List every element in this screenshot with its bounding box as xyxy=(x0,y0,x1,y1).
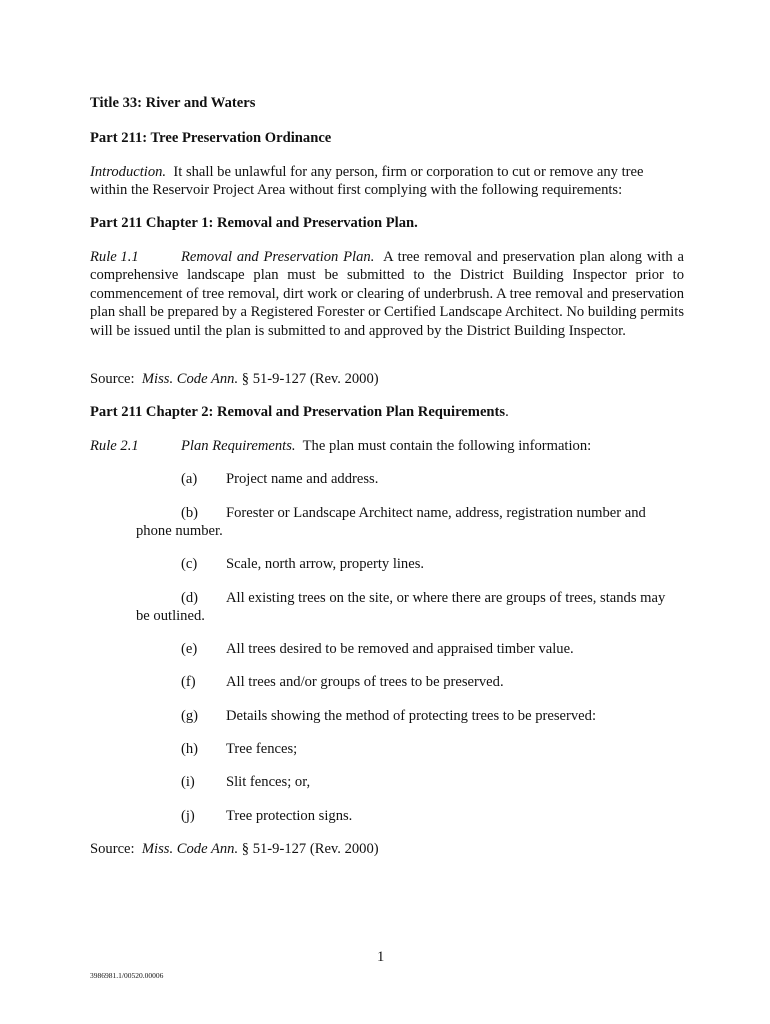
list-item xyxy=(136,773,696,791)
title-heading: Title 33: River and Waters xyxy=(90,95,256,111)
list-item xyxy=(136,673,696,691)
item-text: Forester or Landscape Architect name, address, registration number and phone number. xyxy=(136,505,646,540)
rule-1-1-title: Removal and Preservation Plan. xyxy=(181,249,375,265)
list-item xyxy=(136,807,696,825)
rule-2-1-paragraph xyxy=(90,437,690,455)
rule-2-1-number: Rule 2.1 xyxy=(90,438,139,454)
item-label: (h) xyxy=(181,741,199,757)
introduction-paragraph xyxy=(90,163,680,200)
source-rest: § 51-9-127 (Rev. 2000) xyxy=(241,371,379,387)
item-label: (f) xyxy=(181,674,196,690)
list-item xyxy=(136,740,696,758)
source-prefix: Source: xyxy=(90,841,135,857)
item-text: Details showing the method of protecting trees to be preserved: xyxy=(226,708,597,724)
chapter1-heading: Part 211 Chapter 1: Removal and Preservation Plan. xyxy=(90,215,418,231)
page-number: 1 xyxy=(377,949,385,965)
item-text: All trees desired to be removed and appraised timber value. xyxy=(226,641,574,657)
item-label: (g) xyxy=(181,708,199,724)
list-item xyxy=(136,504,676,541)
source-cite: Miss. Code Ann. xyxy=(141,841,239,857)
part-heading: Part 211: Tree Preservation Ordinance xyxy=(90,130,332,146)
rule-1-1-paragraph xyxy=(90,248,684,340)
item-text: Tree protection signs. xyxy=(226,808,353,824)
item-text: All existing trees on the site, or where there are groups of trees, stands may be outlined. xyxy=(136,590,666,625)
introduction-text: It shall be unlawful for any person, firm or corporation to cut or remove any tree within the Reservoir Project Area without first complying with the following requirements: xyxy=(90,164,644,199)
list-item xyxy=(136,470,696,488)
item-label: (c) xyxy=(181,556,198,572)
item-text: Slit fences; or, xyxy=(226,774,311,790)
list-item xyxy=(136,589,671,626)
list-item xyxy=(136,640,696,658)
rule-1-1-text: A tree removal and preservation plan along with a comprehensive landscape plan must be submitted to the District Building Inspector prior to commencement of tree removal, dirt work or clearing of underbrush. A tree removal and preservation plan shall be prepared by a Registered Forester or Certified Landscape Architect. No building permits will be issued until the plan is submitted to and approved by the District Building Inspector. xyxy=(90,249,684,339)
introduction-label: Introduction. xyxy=(90,164,167,180)
chapter2-source xyxy=(90,840,690,858)
source-cite: Miss. Code Ann. xyxy=(141,371,239,387)
item-text: Tree fences; xyxy=(226,741,298,757)
chapter1-source xyxy=(90,370,690,388)
chapter2-heading-period: . xyxy=(505,404,509,420)
list-item xyxy=(136,707,696,725)
list-item xyxy=(136,555,696,573)
item-text: All trees and/or groups of trees to be preserved. xyxy=(226,674,504,690)
item-label: (a) xyxy=(181,471,198,487)
chapter2-heading-line xyxy=(90,403,690,421)
item-label: (i) xyxy=(181,774,195,790)
item-label: (e) xyxy=(181,641,198,657)
item-label: (b) xyxy=(181,505,199,521)
item-text: Project name and address. xyxy=(226,471,379,487)
source-prefix: Source: xyxy=(90,371,135,387)
item-text: Scale, north arrow, property lines. xyxy=(226,556,425,572)
rule-2-1-text: The plan must contain the following information: xyxy=(302,438,592,454)
chapter2-heading: Part 211 Chapter 2: Removal and Preservation Plan Requirements xyxy=(90,404,506,420)
item-label: (j) xyxy=(181,808,195,824)
item-label: (d) xyxy=(181,590,199,606)
source-rest: § 51-9-127 (Rev. 2000) xyxy=(241,841,379,857)
rule-1-1-number: Rule 1.1 xyxy=(90,249,139,265)
footer-document-code: 3986981.1/00520.00006 xyxy=(90,971,164,980)
rule-2-1-title: Plan Requirements. xyxy=(181,438,296,454)
